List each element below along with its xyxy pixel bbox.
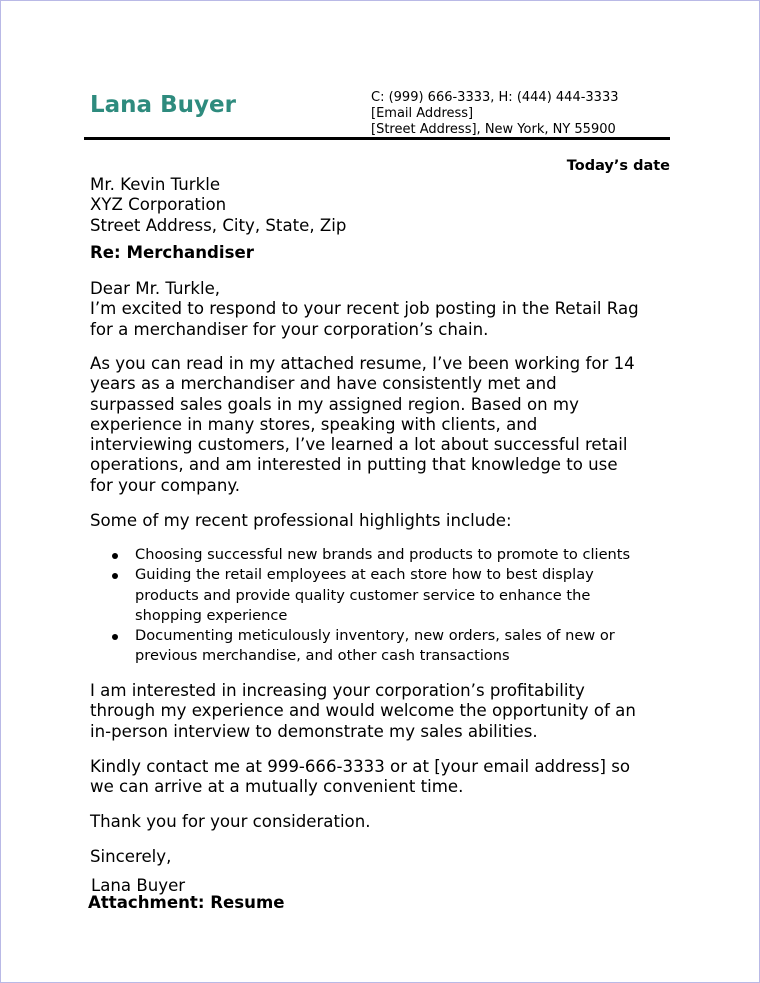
contact-address: [Street Address], New York, NY 55900 — [371, 122, 616, 137]
salutation: Dear Mr. Turkle, — [90, 279, 221, 298]
intro-line: for a merchandiser for your corporation’s chain. — [90, 319, 489, 339]
closing-line: Sincerely, — [90, 847, 172, 866]
list-item — [90, 545, 630, 565]
paragraph-line: interviewing customers, I’ve learned a lot about successful retail — [90, 435, 628, 455]
highlights-intro: Some of my recent professional highlights include: — [90, 511, 512, 530]
list-item-line: Documenting meticulously inventory, new orders, sales of new or — [135, 627, 615, 645]
list-item-line: shopping experience — [135, 606, 288, 624]
contact-email: [Email Address] — [371, 106, 474, 121]
contact-phone: C: (999) 666-3333, H: (444) 444-3333 — [371, 90, 619, 105]
list-item-line: products and provide quality customer service to enhance the — [135, 586, 591, 604]
list-item-line: previous merchandise, and other cash transactions — [135, 647, 510, 665]
paragraph-line: As you can read in my attached resume, I’ve been working for 14 — [90, 354, 635, 373]
bullet-icon — [112, 634, 118, 640]
paragraph-line: in-person interview to demonstrate my sales abilities. — [90, 721, 538, 741]
recipient-name: Mr. Kevin Turkle — [90, 175, 221, 194]
thanks-line: Thank you for your consideration. — [90, 812, 371, 831]
list-item — [90, 626, 630, 667]
contact-paragraph — [90, 757, 630, 798]
intro-paragraph — [90, 279, 639, 340]
paragraph-line: I am interested in increasing your corporation’s profitability — [90, 681, 585, 700]
attachment-line: Attachment: Resume — [88, 893, 285, 912]
paragraph-line: years as a merchandiser and have consistently met and — [90, 374, 557, 394]
header-divider — [84, 137, 670, 140]
interest-paragraph — [90, 681, 636, 742]
sender-contact — [371, 90, 619, 138]
highlights-list — [90, 545, 630, 667]
paragraph-line: for your company. — [90, 475, 241, 495]
paragraph-line: through my experience and would welcome the opportunity of an — [90, 701, 636, 721]
letter-date: Today’s date — [566, 158, 670, 174]
bullet-icon — [112, 553, 118, 559]
paragraph-line: operations, and am interested in putting that knowledge to use — [90, 455, 618, 475]
list-item-line: Guiding the retail employees at each store how to best display — [135, 566, 594, 584]
recipient-block — [90, 175, 346, 236]
subject-line: Re: Merchandiser — [90, 243, 254, 262]
paragraph-line: experience in many stores, speaking with clients, and — [90, 414, 538, 434]
intro-line: I’m excited to respond to your recent job posting in the Retail Rag — [90, 299, 639, 319]
paragraph-line: surpassed sales goals in my assigned region. Based on my — [90, 394, 579, 414]
recipient-address: Street Address, City, State, Zip — [90, 215, 347, 235]
sender-name: Lana Buyer — [90, 92, 236, 118]
paragraph-line: Kindly contact me at 999-666-3333 or at [your email address] so — [90, 757, 631, 776]
list-item-line: Choosing successful new brands and products to promote to clients — [135, 546, 631, 563]
experience-paragraph — [90, 354, 635, 496]
paragraph-line: we can arrive at a mutually convenient time. — [90, 777, 464, 797]
list-item — [90, 565, 630, 626]
recipient-company: XYZ Corporation — [90, 195, 227, 215]
signature: Lana Buyer — [91, 876, 186, 895]
bullet-icon — [112, 573, 118, 579]
